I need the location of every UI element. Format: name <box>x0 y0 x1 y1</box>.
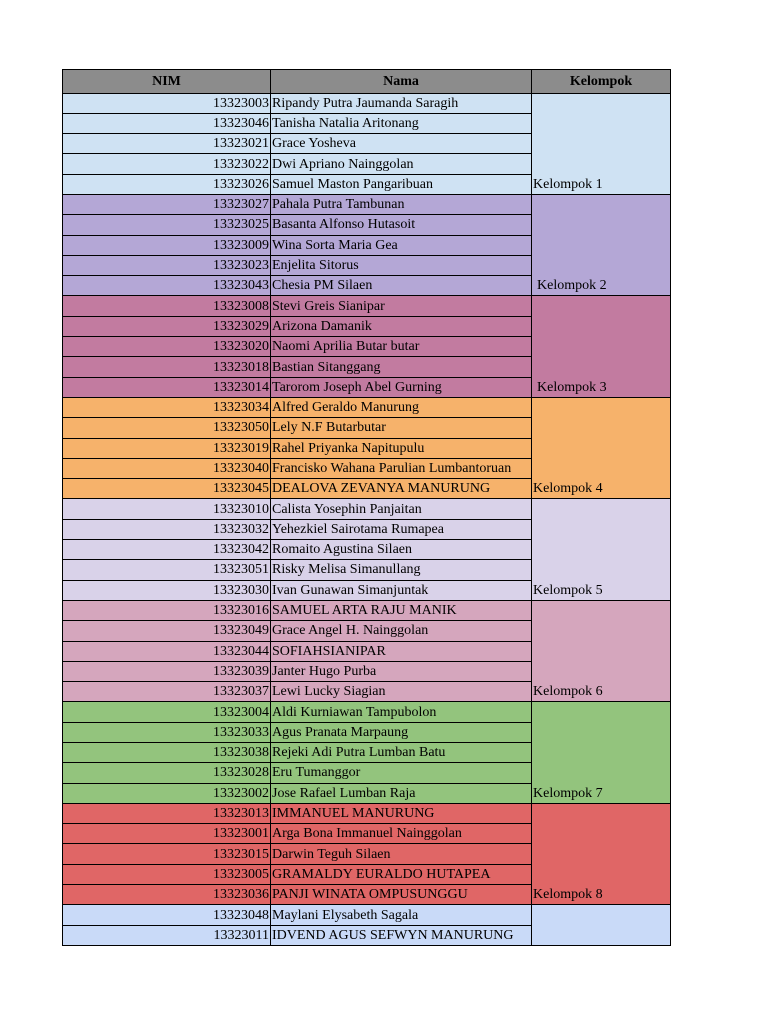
nama-cell[interactable]: DEALOVA ZEVANYA MANURUNG <box>271 479 532 499</box>
nim-cell[interactable]: 13323009 <box>63 235 271 255</box>
nim-cell[interactable]: 13323040 <box>63 458 271 478</box>
nim-cell[interactable]: 13323010 <box>63 499 271 519</box>
nama-cell[interactable]: Aldi Kurniawan Tampubolon <box>271 702 532 722</box>
nama-cell[interactable]: Arga Bona Immanuel Nainggolan <box>271 824 532 844</box>
nama-cell[interactable]: Alfred Geraldo Manurung <box>271 397 532 417</box>
nama-cell[interactable]: GRAMALDY EURALDO HUTAPEA <box>271 864 532 884</box>
nim-cell[interactable]: 13323042 <box>63 540 271 560</box>
nama-cell[interactable]: Arizona Damanik <box>271 316 532 336</box>
table-row <box>63 93 671 113</box>
nim-cell[interactable]: 13323046 <box>63 113 271 133</box>
nama-cell[interactable]: SOFIAHSIANIPAR <box>271 641 532 661</box>
nama-cell[interactable]: Grace Angel H. Nainggolan <box>271 621 532 641</box>
nim-cell[interactable]: 13323027 <box>63 194 271 214</box>
nim-cell[interactable]: 13323034 <box>63 397 271 417</box>
header-nama[interactable]: Nama <box>271 70 532 94</box>
nim-cell[interactable]: 13323022 <box>63 154 271 174</box>
table-row <box>63 296 671 316</box>
nim-cell[interactable]: 13323030 <box>63 580 271 600</box>
nama-cell[interactable]: Pahala Putra Tambunan <box>271 194 532 214</box>
nim-cell[interactable]: 13323005 <box>63 864 271 884</box>
kelompok-cell[interactable]: Kelompok 7 <box>532 702 671 803</box>
nim-cell[interactable]: 13323014 <box>63 377 271 397</box>
nim-cell[interactable]: 13323025 <box>63 215 271 235</box>
nama-cell[interactable]: Naomi Aprilia Butar butar <box>271 337 532 357</box>
table-body <box>63 93 671 945</box>
nama-cell[interactable]: Rejeki Adi Putra Lumban Batu <box>271 743 532 763</box>
nama-cell[interactable]: Tanisha Natalia Aritonang <box>271 113 532 133</box>
table-row <box>63 600 671 620</box>
nama-cell[interactable]: Maylani Elysabeth Sagala <box>271 905 532 925</box>
nim-cell[interactable]: 13323028 <box>63 763 271 783</box>
nama-cell[interactable]: Calista Yosephin Panjaitan <box>271 499 532 519</box>
nim-cell[interactable]: 13323021 <box>63 134 271 154</box>
nama-cell[interactable]: Yehezkiel Sairotama Rumapea <box>271 519 532 539</box>
nim-cell[interactable]: 13323037 <box>63 682 271 702</box>
nama-cell[interactable]: PANJI WINATA OMPUSUNGGU <box>271 885 532 905</box>
kelompok-cell[interactable]: Kelompok 2 <box>532 194 671 295</box>
nim-cell[interactable]: 13323048 <box>63 905 271 925</box>
table-row <box>63 499 671 519</box>
nama-cell[interactable]: Jose Rafael Lumban Raja <box>271 783 532 803</box>
nama-cell[interactable]: IDVEND AGUS SEFWYN MANURUNG <box>271 925 532 945</box>
table-row <box>63 905 671 925</box>
kelompok-cell[interactable]: Kelompok 6 <box>532 600 671 701</box>
nama-cell[interactable]: Grace Yosheva <box>271 134 532 154</box>
nama-cell[interactable]: Rahel Priyanka Napitupulu <box>271 438 532 458</box>
nama-cell[interactable]: Eru Tumanggor <box>271 763 532 783</box>
nim-cell[interactable]: 13323016 <box>63 600 271 620</box>
nim-cell[interactable]: 13323050 <box>63 418 271 438</box>
nama-cell[interactable]: Tarorom Joseph Abel Gurning <box>271 377 532 397</box>
nim-cell[interactable]: 13323026 <box>63 174 271 194</box>
nim-cell[interactable]: 13323039 <box>63 661 271 681</box>
nama-cell[interactable]: Stevi Greis Sianipar <box>271 296 532 316</box>
nim-cell[interactable]: 13323036 <box>63 885 271 905</box>
group-table <box>62 69 671 946</box>
kelompok-cell[interactable]: Kelompok 8 <box>532 803 671 904</box>
nama-cell[interactable]: Enjelita Sitorus <box>271 255 532 275</box>
nama-cell[interactable]: Ivan Gunawan Simanjuntak <box>271 580 532 600</box>
spreadsheet <box>62 69 671 946</box>
nama-cell[interactable]: Agus Pranata Marpaung <box>271 722 532 742</box>
nim-cell[interactable]: 13323033 <box>63 722 271 742</box>
nim-cell[interactable]: 13323020 <box>63 337 271 357</box>
header-nim[interactable]: NIM <box>63 70 271 94</box>
nim-cell[interactable]: 13323043 <box>63 276 271 296</box>
nama-cell[interactable]: Janter Hugo Purba <box>271 661 532 681</box>
kelompok-cell[interactable] <box>532 905 671 946</box>
nim-cell[interactable]: 13323004 <box>63 702 271 722</box>
kelompok-cell[interactable]: Kelompok 3 <box>532 296 671 397</box>
nim-cell[interactable]: 13323002 <box>63 783 271 803</box>
nama-cell[interactable]: Darwin Teguh Silaen <box>271 844 532 864</box>
kelompok-cell[interactable]: Kelompok 4 <box>532 397 671 498</box>
nama-cell[interactable]: Ripandy Putra Jaumanda Saragih <box>271 93 532 113</box>
nama-cell[interactable]: Lely N.F Butarbutar <box>271 418 532 438</box>
table-row <box>63 397 671 417</box>
nim-cell[interactable]: 13323049 <box>63 621 271 641</box>
nim-cell[interactable]: 13323032 <box>63 519 271 539</box>
nim-cell[interactable]: 13323001 <box>63 824 271 844</box>
nama-cell[interactable]: Romaito Agustina Silaen <box>271 540 532 560</box>
nama-cell[interactable]: Samuel Maston Pangaribuan <box>271 174 532 194</box>
nim-cell[interactable]: 13323013 <box>63 803 271 823</box>
nim-cell[interactable]: 13323023 <box>63 255 271 275</box>
nim-cell[interactable]: 13323018 <box>63 357 271 377</box>
nim-cell[interactable]: 13323011 <box>63 925 271 945</box>
nama-cell[interactable]: Bastian Sitanggang <box>271 357 532 377</box>
nama-cell[interactable]: Dwi Apriano Nainggolan <box>271 154 532 174</box>
table-row <box>63 803 671 823</box>
nim-cell[interactable]: 13323008 <box>63 296 271 316</box>
nim-cell[interactable]: 13323051 <box>63 560 271 580</box>
nim-cell[interactable]: 13323015 <box>63 844 271 864</box>
kelompok-cell[interactable]: Kelompok 5 <box>532 499 671 600</box>
nama-cell[interactable]: Francisko Wahana Parulian Lumbantoruan <box>271 458 532 478</box>
header-row <box>63 70 671 94</box>
table-row <box>63 702 671 722</box>
nama-cell[interactable]: Basanta Alfonso Hutasoit <box>271 215 532 235</box>
nama-cell[interactable]: Risky Melisa Simanullang <box>271 560 532 580</box>
nim-cell[interactable]: 13323038 <box>63 743 271 763</box>
nama-cell[interactable]: Wina Sorta Maria Gea <box>271 235 532 255</box>
header-kelompok[interactable]: Kelompok <box>532 70 671 94</box>
nama-cell[interactable]: IMMANUEL MANURUNG <box>271 803 532 823</box>
kelompok-cell[interactable]: Kelompok 1 <box>532 93 671 194</box>
nama-cell[interactable]: Lewi Lucky Siagian <box>271 682 532 702</box>
nim-cell[interactable]: 13323044 <box>63 641 271 661</box>
nim-cell[interactable]: 13323029 <box>63 316 271 336</box>
nama-cell[interactable]: Chesia PM Silaen <box>271 276 532 296</box>
nama-cell[interactable]: SAMUEL ARTA RAJU MANIK <box>271 600 532 620</box>
table-row <box>63 194 671 214</box>
nim-cell[interactable]: 13323019 <box>63 438 271 458</box>
nim-cell[interactable]: 13323003 <box>63 93 271 113</box>
nim-cell[interactable]: 13323045 <box>63 479 271 499</box>
